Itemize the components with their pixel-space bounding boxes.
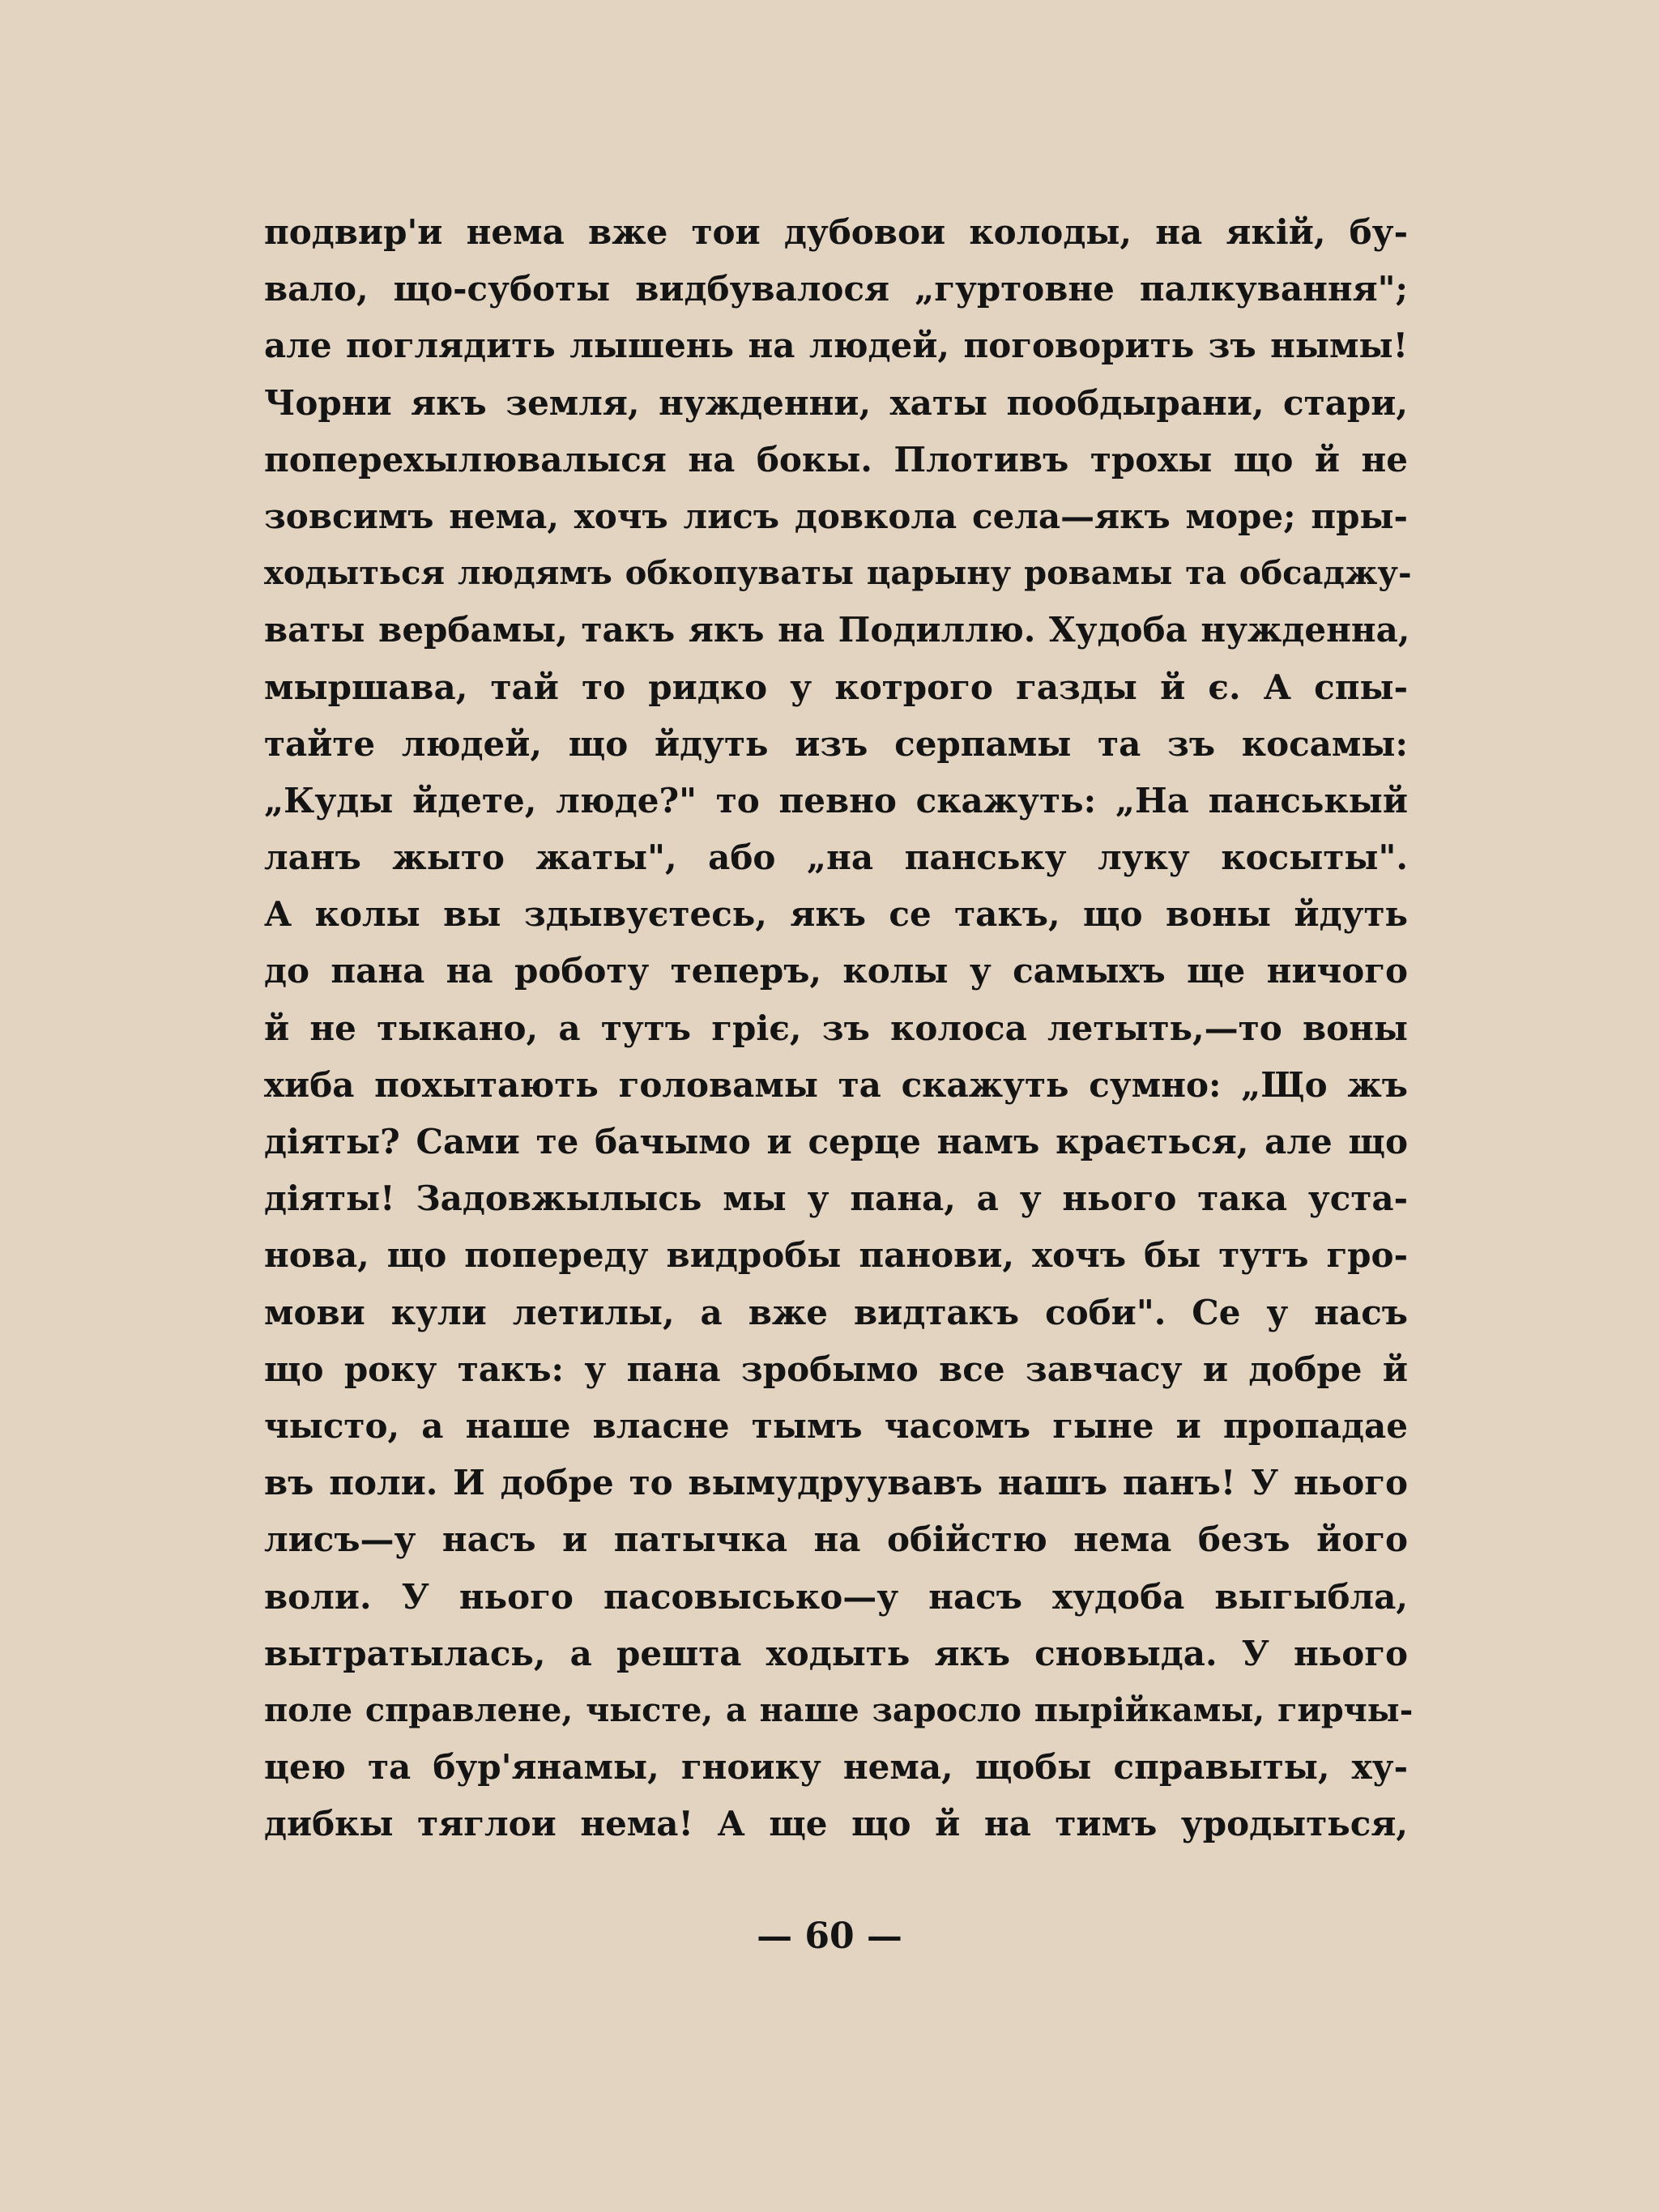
text-line: що року такъ: у пана зробымо все завчасу и добре й <box>264 1349 1408 1389</box>
text-line: ланъ жыто жаты", або „на панську луку косыты". <box>264 837 1408 878</box>
text-line: чысто, а наше власне тымъ часомъ гыне и пропадае <box>264 1405 1408 1446</box>
text-line: дибкы тяглои нема! А ще що й на тимъ уродыться, <box>264 1804 1408 1844</box>
text-line: ваты вербамы, такъ якъ на Подиллю. Худоба нужденна, <box>264 610 1410 650</box>
text-line: діяты! Задовжылысь мы у пана, а у нього така уста- <box>264 1178 1408 1219</box>
text-line: вало, що-суботы видбувалося „гуртовне палкування"; <box>264 269 1408 309</box>
text-line: вытратылась, а решта ходыть якъ сновыда. У нього <box>264 1633 1408 1673</box>
text-line: А колы вы здывуєтесь, якъ се такъ, що воны йдуть <box>264 894 1408 935</box>
text-line: й не тыкано, а тутъ гріє, зъ колоса летыть,—то воны <box>264 1008 1408 1048</box>
page-number: — 60 — <box>757 1916 902 1957</box>
text-line: лисъ—у насъ и патычка на обійстю нема безъ його <box>264 1519 1408 1560</box>
text-line: Чорни якъ земля, нужденни, хаты пообдырани, стари, <box>264 382 1408 423</box>
text-line: мыршава, тай то ридко у котрого газды й є. А спы- <box>264 667 1408 707</box>
text-line: але поглядить лышень на людей, поговорить зъ нымы! <box>264 326 1408 366</box>
text-line: поле справлене, чысте, а наше заросло пырійкамы, гирчы- <box>264 1691 1414 1729</box>
text-line: мови кули летилы, а вже видтакъ соби". Се у насъ <box>264 1292 1408 1332</box>
text-line: до пана на роботу теперъ, колы у самыхъ ще ничого <box>264 951 1408 991</box>
text-line: зовсимъ нема, хочъ лисъ довкола села—якъ море; пры- <box>264 496 1408 536</box>
text-line: хиба похытають головамы та скажуть сумно: „Що жъ <box>264 1064 1408 1105</box>
text-line: тайте людей, що йдуть изъ серпамы та зъ косамы: <box>264 723 1408 764</box>
page-body-text <box>264 204 1414 1852</box>
text-line: поперехылювалыся на бокы. Плотивъ трохы що й не <box>264 439 1408 479</box>
text-line: воли. У нього пасовысько—у насъ худоба выгыбла, <box>264 1576 1408 1617</box>
text-line: ходыться людямъ обкопуваты царыну ровамы та обсаджу- <box>264 554 1412 593</box>
text-line: подвир'и нема вже тои дубовои колоды, на якій, бу- <box>264 212 1408 252</box>
text-line: діяты? Сами те бачымо и серце намъ крається, але що <box>264 1122 1408 1161</box>
text-line: нова, що попереду видробы панови, хочъ бы тутъ гро- <box>264 1235 1408 1276</box>
text-line: цею та бур'янамы, гноику нема, щобы справыты, ху- <box>264 1747 1408 1788</box>
text-line: въ поли. И добре то вымудруувавъ нашъ панъ! У нього <box>264 1463 1408 1503</box>
text-line: „Куды йдете, люде?" то певно скажуть: „На панськый <box>264 780 1408 820</box>
